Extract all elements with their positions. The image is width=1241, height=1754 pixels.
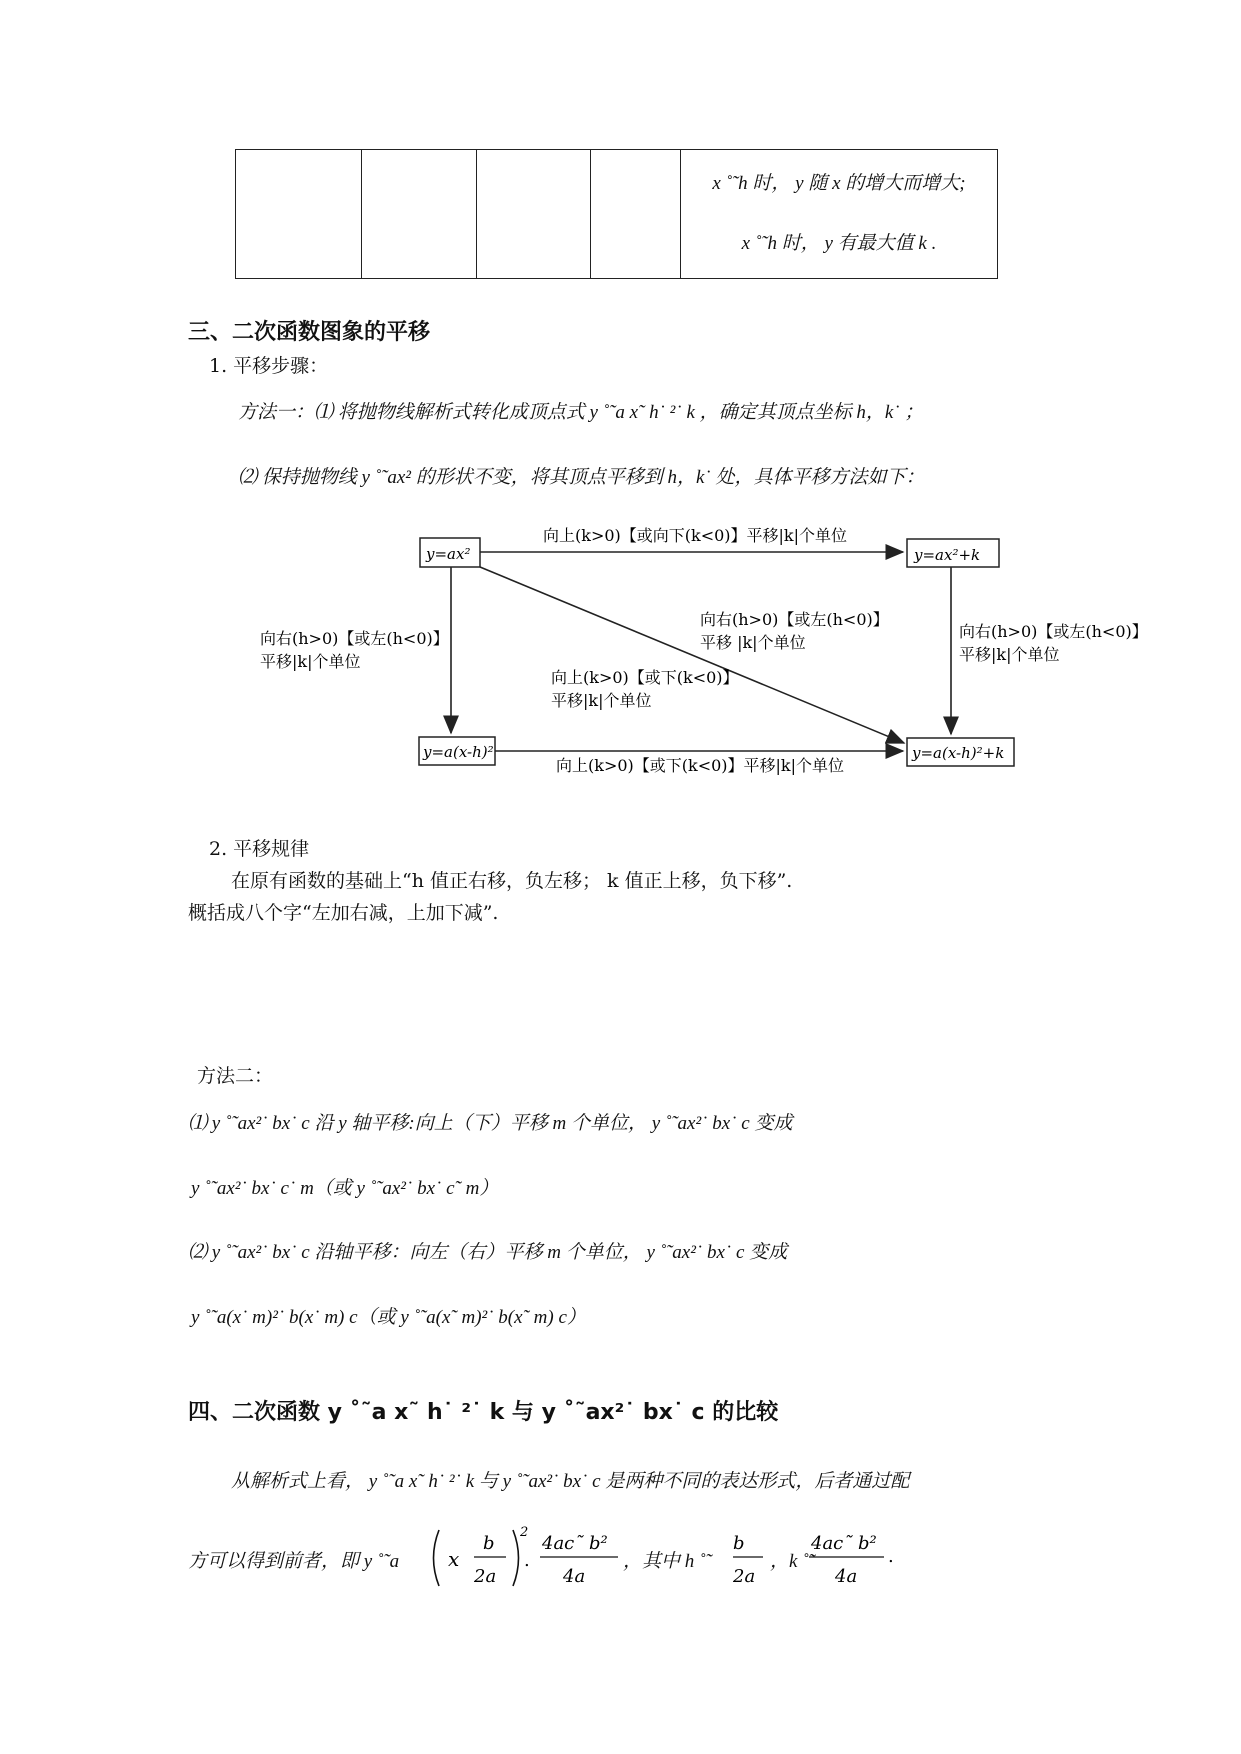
step2-heading: 2. 平移规律: [209, 838, 310, 860]
section4-p2-k: ，k ˚˜: [770, 1551, 815, 1572]
formula-x: x: [448, 1547, 460, 1571]
step1-heading: 1. 平移步骤：: [209, 355, 329, 377]
label-diag-a1: 向右(h>0)【或左(h<0)】: [700, 610, 889, 629]
method2-title: 方法二：: [197, 1065, 274, 1087]
section4-p2-mid: ，其中 h ˚˜: [623, 1551, 712, 1572]
section4-title: 四、二次函数 y ˚˜a x˜ h˙ ²˙ k 与 y ˚˜ax²˙ bx˙ c 的比较: [188, 1400, 779, 1425]
method2-line2: y ˚˜ax²˙ bx˙ c˙ m（或 y ˚˜ax²˙ bx˙ c˜ m）: [191, 1178, 499, 1199]
h-frac-num: b: [733, 1533, 745, 1554]
label-top: 向上(k>0)【或向下(k<0)】平移|k|个单位: [543, 526, 848, 545]
frac-2a-den: 2a: [474, 1566, 497, 1587]
label-left-1: 向右(h>0)【或左(h<0)】: [260, 629, 449, 648]
frac-4a-den: 4a: [563, 1566, 586, 1587]
box-top-left-label: y=ax²: [426, 545, 471, 563]
label-right-2: 平移|k|个单位: [959, 645, 1060, 664]
method2-line4: y ˚˜a(x˙ m)²˙ b(x˙ m) c（或 y ˚˜a(x˜ m)²˙ b(x˜ m) c）: [191, 1307, 586, 1328]
box-bottom-right-label: y=a(x-h)²+k: [912, 744, 1005, 762]
box-top-right-label: y=ax²+k: [914, 546, 981, 564]
h-frac-den: 2a: [733, 1566, 756, 1587]
table-line-2: x ˚˜h 时， y 有最大值 k .: [741, 233, 937, 254]
method2-line3: ⑵ y ˚˜ax²˙ bx˙ c 沿轴平移：向左（右）平移 m 个单位， y ˚˜ax²˙ bx˙ c 变成: [188, 1242, 788, 1263]
k-frac-den: 4a: [835, 1566, 858, 1587]
frac-num: 4ac˜ b²: [542, 1533, 608, 1554]
method2-line1: ⑴ y ˚˜ax²˙ bx˙ c 沿 y 轴平移:向上（下）平移 m 个单位， y ˚˜ax²˙ bx˙ c 变成: [188, 1113, 793, 1134]
section4-p2-prefix: 方可以得到前者，即 y ˚˜a: [188, 1551, 400, 1572]
paren-left: [434, 1530, 440, 1586]
paren-right: [513, 1530, 519, 1586]
rule-line1: 在原有函数的基础上“h 值正右移，负左移； k 值正上移，负下移”.: [231, 870, 793, 892]
method1-line1: 方法一：⑴ 将抛物线解析式转化成顶点式 y ˚˜a x˜ h˙ ²˙ k ，确定其顶点坐标 h，k˙ ；: [238, 402, 924, 423]
k-frac-num: 4ac˜ b²: [811, 1533, 877, 1554]
formula-square: 2: [520, 1525, 529, 1540]
label-diag-a2: 平移 |k|个单位: [700, 633, 806, 652]
label-right-1: 向右(h>0)【或左(h<0)】: [959, 622, 1148, 641]
formula-period: .: [888, 1546, 894, 1567]
rule-line2: 概括成八个字“左加右减，上加下减”.: [188, 902, 499, 924]
label-left-2: 平移|k|个单位: [260, 652, 361, 671]
frac-b-num: b: [483, 1533, 495, 1554]
label-diag-b2: 平移|k|个单位: [551, 691, 652, 710]
method1-line2: ⑵ 保持抛物线 y ˚˜ax² 的形状不变，将其顶点平移到 h，k˙ 处，具体平移方法如下：: [238, 467, 925, 488]
label-bottom: 向上(k>0)【或下(k<0)】平移|k|个单位: [556, 756, 845, 775]
box-bottom-left-label: y=a(x-h)²: [423, 743, 494, 761]
section4-paragraph1: 从解析式上看， y ˚˜a x˜ h˙ ²˙ k 与 y ˚˜ax²˙ bx˙ c 是两种不同的表达形式，后者通过配: [231, 1471, 910, 1492]
table-line-1: x ˚˜h 时， y 随 x 的增大而增大;: [712, 173, 966, 194]
section3-title: 三、二次函数图象的平移: [188, 320, 431, 345]
formula-dot: .: [524, 1550, 530, 1571]
label-diag-b1: 向上(k>0)【或下(k<0)】: [551, 668, 739, 687]
